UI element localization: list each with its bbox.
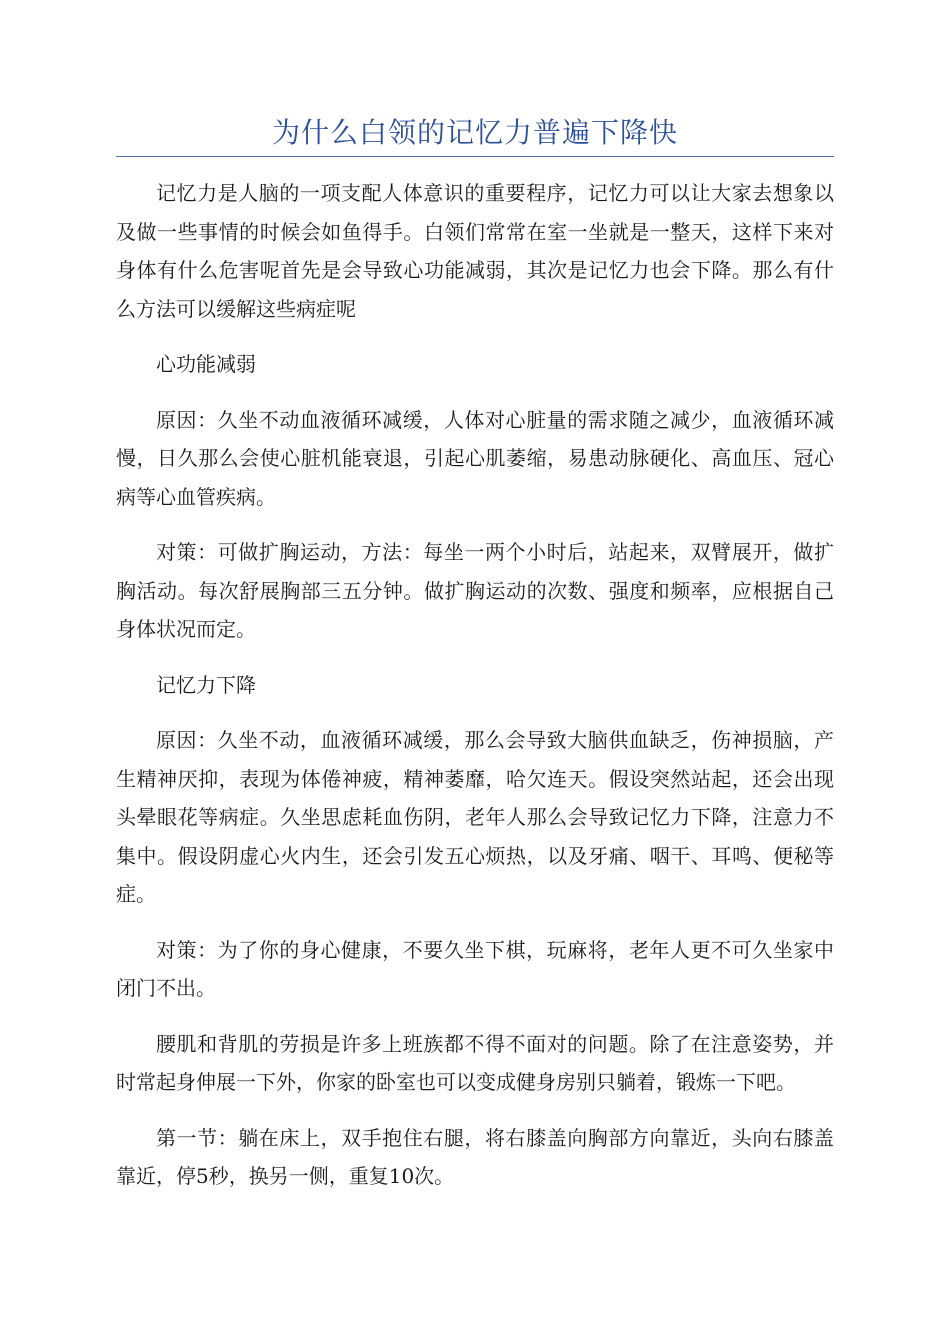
section-heading-heart: 心功能减弱 bbox=[156, 352, 256, 376]
document-title: 为什么白领的记忆力普遍下降快 bbox=[271, 116, 678, 149]
heart-cause-paragraph: 原因：久坐不动血液循环减缓，人体对心脏量的需求随之减少，血液循环减慢，日久那么会使心脏机能衰退，引起心肌萎缩，易患动脉硬化、高血压、冠心病等心血管疾病。 bbox=[116, 407, 834, 509]
section-heading-memory: 记忆力下降 bbox=[156, 672, 256, 697]
document-body bbox=[116, 174, 834, 1213]
heart-remedy-paragraph: 对策：可做扩胸运动，方法：每坐一两个小时后，站起来，双臂展开，做扩胸活动。每次舒展胸部三五分钟。做扩胸运动的次数、强度和频率，应根据自己身体状况而定。 bbox=[116, 540, 834, 641]
memory-cause-paragraph: 原因：久坐不动，血液循环减缓，那么会导致大脑供血缺乏，伤神损脑，产生精神厌抑，表现为体倦神疲，精神萎靡，哈欠连天。假设突然站起，还会出现头晕眼花等病症。久坐思虑耗血伤阴，老年人那么会导致记忆力下降，注意力不集中。假设阴虚心火内生，还会引发五心烦热，以及牙痛、咽干、耳鸣、便秘等症。 bbox=[116, 728, 834, 906]
exercise-step-one-paragraph: 第一节：躺在床上，双手抱住右腿，将右膝盖向胸部方向靠近，头向右膝盖靠近，停5秒，换另一侧，重复10次。 bbox=[116, 1125, 834, 1188]
title-block bbox=[116, 112, 834, 157]
back-strain-paragraph: 腰肌和背肌的劳损是许多上班族都不得不面对的问题。除了在注意姿势，并时常起身伸展一下外，你家的卧室也可以变成健身房别只躺着，锻炼一下吧。 bbox=[116, 1031, 834, 1094]
memory-remedy-paragraph: 对策：为了你的身心健康，不要久坐下棋，玩麻将，老年人更不可久坐家中闭门不出。 bbox=[116, 937, 834, 1000]
intro-paragraph: 记忆力是人脑的一项支配人体意识的重要程序，记忆力可以让大家去想象以及做一些事情的时候会如鱼得手。白领们常常在室一坐就是一整天，这样下来对身体有什么危害呢首先是会导致心功能减弱，其次是记忆力也会下降。那么有什么方法可以缓解这些病症呢 bbox=[116, 181, 834, 321]
